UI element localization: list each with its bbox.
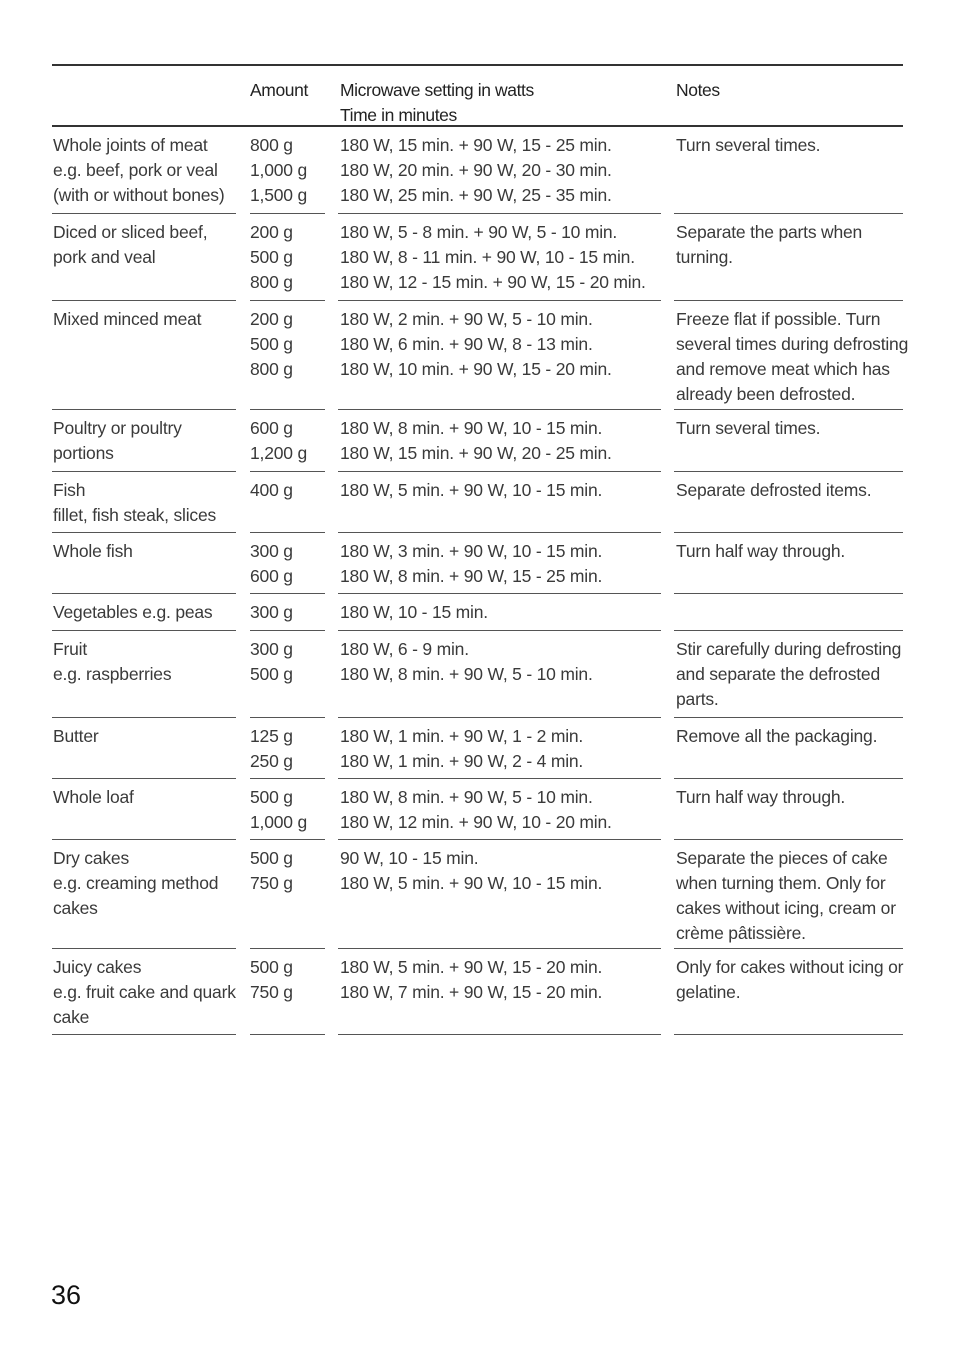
cell-food — [52, 949, 236, 1035]
cell-food-line: e.g. creaming method — [53, 873, 219, 893]
cell-notes — [674, 631, 903, 718]
cell-food — [52, 631, 236, 718]
cell-setting-line: 180 W, 5 min. + 90 W, 10 - 15 min. — [340, 873, 603, 893]
table-row — [52, 472, 903, 533]
cell-notes — [674, 127, 903, 214]
cell-amount — [250, 127, 325, 214]
cell-amount-line: 500 g — [250, 334, 293, 354]
table-row — [52, 949, 903, 1035]
cell-food-line: Poultry or poultry — [53, 418, 182, 438]
cell-amount — [250, 631, 325, 718]
cell-notes — [674, 214, 903, 301]
cell-amount — [250, 594, 325, 631]
cell-food-line: pork and veal — [53, 247, 156, 267]
cell-food-line: e.g. beef, pork or veal — [53, 160, 218, 180]
cell-amount — [250, 949, 325, 1035]
cell-food-line: (with or without bones) — [53, 185, 225, 205]
cell-notes — [674, 779, 903, 840]
cell-amount — [250, 301, 325, 410]
cell-amount-line: 300 g — [250, 541, 293, 561]
cell-setting-line: 180 W, 15 min. + 90 W, 20 - 25 min. — [340, 443, 612, 463]
cell-setting-line: 90 W, 10 - 15 min. — [340, 848, 479, 868]
cell-notes-line: parts. — [676, 689, 719, 709]
cell-amount-line: 600 g — [250, 418, 293, 438]
cell-notes — [674, 472, 903, 533]
cell-food — [52, 301, 236, 410]
cell-setting — [338, 779, 661, 840]
cell-amount-line: 1,200 g — [250, 443, 307, 463]
cell-notes-line: Turn half way through. — [676, 541, 846, 561]
cell-notes-line: crème pâtissière. — [676, 923, 806, 943]
table-row — [52, 127, 903, 214]
cell-setting-line: 180 W, 8 min. + 90 W, 5 - 10 min. — [340, 664, 593, 684]
header-setting-line2: Time in minutes — [340, 105, 457, 125]
cell-setting-line: 180 W, 2 min. + 90 W, 5 - 10 min. — [340, 309, 593, 329]
cell-setting-line: 180 W, 1 min. + 90 W, 1 - 2 min. — [340, 726, 584, 746]
cell-food — [52, 410, 236, 472]
cell-food-line: fillet, fish steak, slices — [53, 505, 217, 525]
cell-amount-line: 250 g — [250, 751, 293, 771]
cell-setting-line: 180 W, 8 min. + 90 W, 15 - 25 min. — [340, 566, 603, 586]
cell-food-line: Fruit — [53, 639, 88, 659]
table-row — [52, 214, 903, 301]
cell-notes-line: when turning them. Only for — [676, 873, 886, 893]
cell-food-line: Juicy cakes — [53, 957, 142, 977]
cell-food-line: Butter — [53, 726, 99, 746]
cell-amount-line: 200 g — [250, 222, 293, 242]
cell-notes-line: Turn several times. — [676, 418, 821, 438]
cell-food-line: portions — [53, 443, 114, 463]
cell-food-line: Dry cakes — [53, 848, 129, 868]
cell-notes — [674, 840, 903, 949]
cell-amount-line: 1,000 g — [250, 812, 307, 832]
cell-notes-line: Only for cakes without icing or — [676, 957, 904, 977]
cell-notes-line: Remove all the packaging. — [676, 726, 878, 746]
cell-amount-line: 1,500 g — [250, 185, 307, 205]
cell-notes-line: Turn half way through. — [676, 787, 846, 807]
cell-amount — [250, 214, 325, 301]
cell-amount-line: 800 g — [250, 272, 293, 292]
cell-amount — [250, 472, 325, 533]
cell-setting-line: 180 W, 12 - 15 min. + 90 W, 15 - 20 min. — [340, 272, 646, 292]
cell-setting-line: 180 W, 12 min. + 90 W, 10 - 20 min. — [340, 812, 612, 832]
cell-food — [52, 214, 236, 301]
cell-setting-line: 180 W, 5 - 8 min. + 90 W, 5 - 10 min. — [340, 222, 618, 242]
cell-notes — [674, 594, 903, 631]
cell-amount — [250, 410, 325, 472]
cell-setting — [338, 301, 661, 410]
header-amount: Amount — [250, 80, 308, 100]
cell-notes — [674, 533, 903, 594]
cell-setting-line: 180 W, 6 min. + 90 W, 8 - 13 min. — [340, 334, 593, 354]
cell-amount — [250, 779, 325, 840]
cell-notes — [674, 410, 903, 472]
cell-amount-line: 300 g — [250, 602, 293, 622]
cell-food-line: Vegetables e.g. peas — [53, 602, 213, 622]
cell-setting — [338, 410, 661, 472]
cell-food — [52, 472, 236, 533]
cell-setting-line: 180 W, 5 min. + 90 W, 10 - 15 min. — [340, 480, 603, 500]
cell-notes-line: and remove meat which has — [676, 359, 890, 379]
cell-food — [52, 718, 236, 779]
cell-setting — [338, 533, 661, 594]
cell-food-line: Fish — [53, 480, 86, 500]
cell-notes-line: several times during defrosting — [676, 334, 909, 354]
cell-setting-line: 180 W, 10 min. + 90 W, 15 - 20 min. — [340, 359, 612, 379]
cell-notes-line: cakes without icing, cream or — [676, 898, 896, 918]
cell-notes-line: Separate the parts when — [676, 222, 863, 242]
cell-amount-line: 500 g — [250, 664, 293, 684]
cell-setting-line: 180 W, 6 - 9 min. — [340, 639, 469, 659]
cell-amount-line: 800 g — [250, 135, 293, 155]
cell-amount-line: 750 g — [250, 982, 293, 1002]
cell-amount-line: 500 g — [250, 848, 293, 868]
cell-setting-line: 180 W, 8 min. + 90 W, 5 - 10 min. — [340, 787, 593, 807]
cell-setting — [338, 594, 661, 631]
cell-setting — [338, 127, 661, 214]
cell-setting-line: 180 W, 7 min. + 90 W, 15 - 20 min. — [340, 982, 603, 1002]
table-header — [52, 66, 903, 127]
cell-notes — [674, 718, 903, 779]
cell-food-line: Diced or sliced beef, — [53, 222, 208, 242]
cell-food-line: Whole joints of meat — [53, 135, 208, 155]
cell-notes-line: and separate the defrosted — [676, 664, 880, 684]
table-row — [52, 779, 903, 840]
cell-setting-line: 180 W, 3 min. + 90 W, 10 - 15 min. — [340, 541, 603, 561]
cell-food — [52, 594, 236, 631]
table-row — [52, 718, 903, 779]
cell-food-line: e.g. fruit cake and quark — [53, 982, 236, 1002]
cell-notes — [674, 949, 903, 1035]
cell-food — [52, 840, 236, 949]
cell-amount-line: 1,000 g — [250, 160, 307, 180]
cell-setting — [338, 472, 661, 533]
cell-notes-line: already been defrosted. — [676, 384, 856, 404]
cell-amount — [250, 718, 325, 779]
defrosting-table — [52, 64, 909, 1035]
page-number: 36 — [51, 1280, 82, 1310]
cell-notes-line: Separate the pieces of cake — [676, 848, 888, 868]
cell-amount-line: 500 g — [250, 957, 293, 977]
table-row — [52, 631, 903, 718]
cell-amount — [250, 533, 325, 594]
cell-setting — [338, 718, 661, 779]
cell-setting — [338, 631, 661, 718]
cell-notes-line: Turn several times. — [676, 135, 821, 155]
cell-amount-line: 200 g — [250, 309, 293, 329]
table-row — [52, 594, 903, 631]
table-body — [52, 127, 909, 1035]
cell-food-line: Whole loaf — [53, 787, 134, 807]
header-setting-line1: Microwave setting in watts — [340, 80, 534, 100]
cell-setting — [338, 949, 661, 1035]
cell-setting-line: 180 W, 10 - 15 min. — [340, 602, 488, 622]
cell-setting — [338, 214, 661, 301]
cell-food — [52, 779, 236, 840]
cell-amount-line: 500 g — [250, 787, 293, 807]
cell-amount-line: 125 g — [250, 726, 293, 746]
cell-setting-line: 180 W, 1 min. + 90 W, 2 - 4 min. — [340, 751, 584, 771]
cell-food-line: Whole fish — [53, 541, 133, 561]
cell-food — [52, 533, 236, 594]
cell-amount-line: 800 g — [250, 359, 293, 379]
cell-food-line: Mixed minced meat — [53, 309, 202, 329]
cell-notes — [674, 301, 909, 410]
cell-setting-line: 180 W, 5 min. + 90 W, 15 - 20 min. — [340, 957, 603, 977]
cell-amount — [250, 840, 325, 949]
header-setting — [338, 72, 661, 125]
cell-notes-line: turning. — [676, 247, 733, 267]
cell-setting-line: 180 W, 25 min. + 90 W, 25 - 35 min. — [340, 185, 612, 205]
cell-notes-line: gelatine. — [676, 982, 741, 1002]
table-row — [52, 533, 903, 594]
cell-amount-line: 300 g — [250, 639, 293, 659]
cell-food — [52, 127, 236, 214]
cell-amount-line: 500 g — [250, 247, 293, 267]
cell-notes-line: Stir carefully during defrosting — [676, 639, 902, 659]
cell-setting-line: 180 W, 20 min. + 90 W, 20 - 30 min. — [340, 160, 612, 180]
cell-notes-line: Freeze flat if possible. Turn — [676, 309, 881, 329]
cell-setting-line: 180 W, 8 - 11 min. + 90 W, 10 - 15 min. — [340, 247, 635, 267]
header-notes: Notes — [676, 80, 720, 100]
cell-food-line: cake — [53, 1007, 90, 1027]
cell-setting-line: 180 W, 15 min. + 90 W, 15 - 25 min. — [340, 135, 612, 155]
cell-amount-line: 750 g — [250, 873, 293, 893]
cell-setting — [338, 840, 661, 949]
cell-food-line: e.g. raspberries — [53, 664, 172, 684]
cell-food-line: cakes — [53, 898, 98, 918]
header-food — [52, 72, 236, 125]
cell-setting-line: 180 W, 8 min. + 90 W, 10 - 15 min. — [340, 418, 603, 438]
cell-amount-line: 600 g — [250, 566, 293, 586]
table-row — [52, 410, 903, 472]
cell-notes-line: Separate defrosted items. — [676, 480, 872, 500]
table-row — [52, 840, 903, 949]
cell-amount-line: 400 g — [250, 480, 293, 500]
table-row — [52, 301, 909, 410]
